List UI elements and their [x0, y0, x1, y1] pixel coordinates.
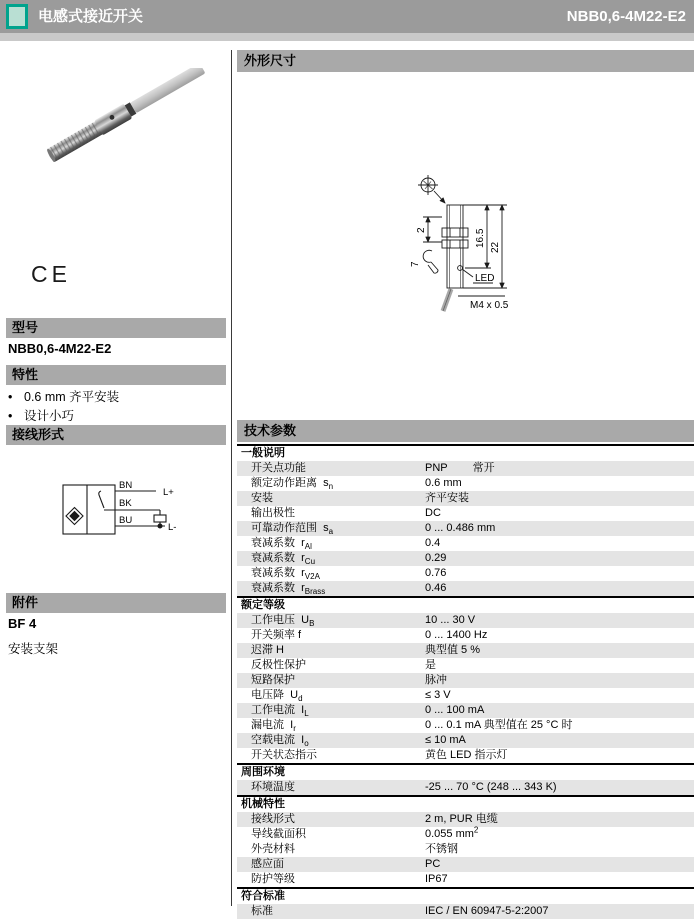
led-label: LED: [475, 273, 495, 284]
param-label: 环境温度: [251, 781, 295, 793]
ce-mark: CE: [31, 261, 71, 287]
table-row: [237, 748, 694, 763]
terminal-label-plus: L+: [163, 487, 174, 498]
param-label: 防护等级: [251, 873, 295, 885]
dimension-drawing: [390, 165, 570, 325]
bullet-icon: •: [8, 409, 13, 423]
param-value: 是: [425, 659, 436, 671]
table-row: [237, 536, 694, 551]
table-row: [237, 673, 694, 688]
param-label: 外壳材料: [251, 843, 295, 855]
page-header: [0, 0, 694, 33]
param-value: 脉冲: [425, 674, 447, 686]
table-row: [237, 628, 694, 643]
param-value: 0.4: [425, 537, 441, 549]
table-row: [237, 521, 694, 536]
table-row: [237, 461, 694, 476]
tech-subsection-header: 符合标准: [237, 887, 694, 904]
param-label: 漏电流 $I_r$: [251, 719, 296, 734]
tech-subsection-header: 周围环境: [237, 763, 694, 780]
junction-dot: [158, 524, 162, 528]
param-value: IEC / EN 60947-5-2:2007: [425, 905, 549, 917]
param-label: 衰减系数 $r_{Cu}$: [251, 552, 316, 567]
accessory-model: BF 4: [8, 616, 37, 631]
table-row: [237, 551, 694, 566]
table-row: [237, 904, 694, 919]
param-value: DC: [425, 507, 441, 519]
table-row: [237, 827, 694, 842]
param-label: 空载电流 $I_o$: [251, 734, 309, 749]
param-value: 0 ... 0.486 mm: [425, 522, 496, 534]
dim-label-wrench7: 7: [410, 261, 421, 267]
thread-label: M4 x 0.5: [470, 300, 509, 311]
param-value: 不锈钢: [425, 843, 458, 855]
param-value: PC: [425, 858, 441, 870]
param-value: 2 m, PUR 电缆: [425, 813, 498, 825]
table-row: [237, 643, 694, 658]
param-value: 0 ... 100 mA: [425, 704, 485, 716]
param-value-secondary: 常开: [472, 462, 495, 474]
header-model-number: NBB0,6-4M22-E2: [566, 8, 686, 25]
table-row: [237, 491, 694, 506]
table-row: [237, 688, 694, 703]
section-header-model: 型号: [6, 318, 226, 338]
param-value: -25 ... 70 °C (248 ... 343 K): [425, 781, 557, 793]
param-value: 0.055 $mm^2$: [425, 825, 479, 840]
param-value: 黄色 LED 指示灯: [425, 749, 508, 761]
tech-subsection-header: 额定等级: [237, 596, 694, 613]
feature-item: • 0.6 mm 齐平安装: [8, 388, 119, 407]
table-row: [237, 581, 694, 596]
param-label: 反极性保护: [251, 659, 306, 671]
dim-label-22: 22: [490, 241, 501, 253]
param-value: 典型值 5 %: [425, 644, 481, 656]
wire-label-bn: BN: [119, 480, 133, 491]
section-header-accessories: 附件: [6, 593, 226, 613]
column-divider: [231, 50, 232, 906]
section-header-connection: 接线形式: [6, 425, 226, 445]
dim-label-2: 2: [416, 227, 427, 233]
param-label: 开关频率 f: [251, 629, 302, 641]
param-value: 0.76: [425, 567, 447, 579]
brand-square-icon: [6, 4, 28, 29]
param-value: 0.6 mm: [425, 477, 462, 489]
param-label: 开关点功能: [251, 462, 306, 474]
wire-label-bu: BU: [119, 515, 133, 526]
param-value: ≤ 3 V: [425, 689, 451, 701]
param-label: 开关状态指示: [251, 749, 317, 761]
tech-table: [237, 444, 694, 919]
param-value: IP67: [425, 873, 448, 885]
param-value: 10 ... 30 V: [425, 614, 476, 626]
wiring-diagram: [55, 475, 195, 550]
param-label: 短路保护: [251, 674, 295, 686]
param-value: 0 ... 0.1 mA 典型值在 25 °C 时: [425, 719, 573, 731]
param-label: 工作电流 $I_L$: [251, 704, 309, 719]
table-row: [237, 842, 694, 857]
table-row: [237, 733, 694, 748]
dim-label-16-5: 16.5: [475, 228, 486, 248]
table-row: [237, 658, 694, 673]
model-number-value: NBB0,6-4M22-E2: [8, 341, 112, 356]
param-label: 标准: [251, 905, 273, 917]
param-label: 电压降 $U_d$: [251, 689, 303, 704]
switch-contact-icon: [99, 491, 104, 508]
feature-list: [8, 388, 119, 426]
header-substrip: [0, 33, 694, 41]
table-row: [237, 476, 694, 491]
param-value: 0.46: [425, 582, 447, 594]
accessory-description: 安装支架: [8, 642, 59, 656]
tech-subsection-header: 一般说明: [237, 444, 694, 461]
tech-subsection-header: 机械特性: [237, 795, 694, 812]
wire-label-bk: BK: [119, 498, 132, 509]
table-row: [237, 613, 694, 628]
param-label: 迟滞 H: [251, 644, 284, 656]
param-label: 衰减系数 $r_{V2A}$: [251, 567, 320, 582]
table-row: [237, 506, 694, 521]
param-label: 接线形式: [251, 813, 295, 825]
param-label: 衰减系数 $r_{Brass}$: [251, 582, 326, 597]
terminal-label-minus: L-: [168, 522, 177, 533]
param-label: 可靠动作范围 $s_a$: [251, 522, 334, 537]
wrench-icon: [423, 250, 438, 273]
param-label: 工作电压 $U_B$: [251, 614, 315, 629]
table-row: [237, 857, 694, 872]
param-label: 额定动作距离 $s_n$: [251, 477, 334, 492]
param-value: ≤ 10 mA: [425, 734, 466, 746]
table-row: [237, 812, 694, 827]
param-label: 输出极性: [251, 507, 295, 519]
param-label: 导线截面积: [251, 828, 306, 840]
param-value: 0.29: [425, 552, 447, 564]
section-header-dimensions: 外形尺寸: [237, 50, 694, 72]
product-type-title: 电感式接近开关: [38, 8, 144, 25]
param-value: 齐平安装: [425, 492, 469, 504]
table-row: [237, 780, 694, 795]
table-row: [237, 566, 694, 581]
table-row: [237, 872, 694, 887]
param-label: 安装: [251, 492, 273, 504]
table-row: [237, 703, 694, 718]
param-value: 0 ... 1400 Hz: [425, 629, 488, 641]
param-value: PNP 常开: [425, 462, 495, 474]
bullet-icon: •: [8, 390, 13, 404]
section-header-features: 特性: [6, 365, 226, 385]
product-photo: [8, 68, 208, 173]
table-row: [237, 718, 694, 733]
param-label: 感应面: [251, 858, 284, 870]
feature-item: • 设计小巧: [8, 407, 119, 426]
param-label: 衰减系数 $r_{Al}$: [251, 537, 312, 552]
section-header-tech: 技术参数: [237, 420, 694, 442]
